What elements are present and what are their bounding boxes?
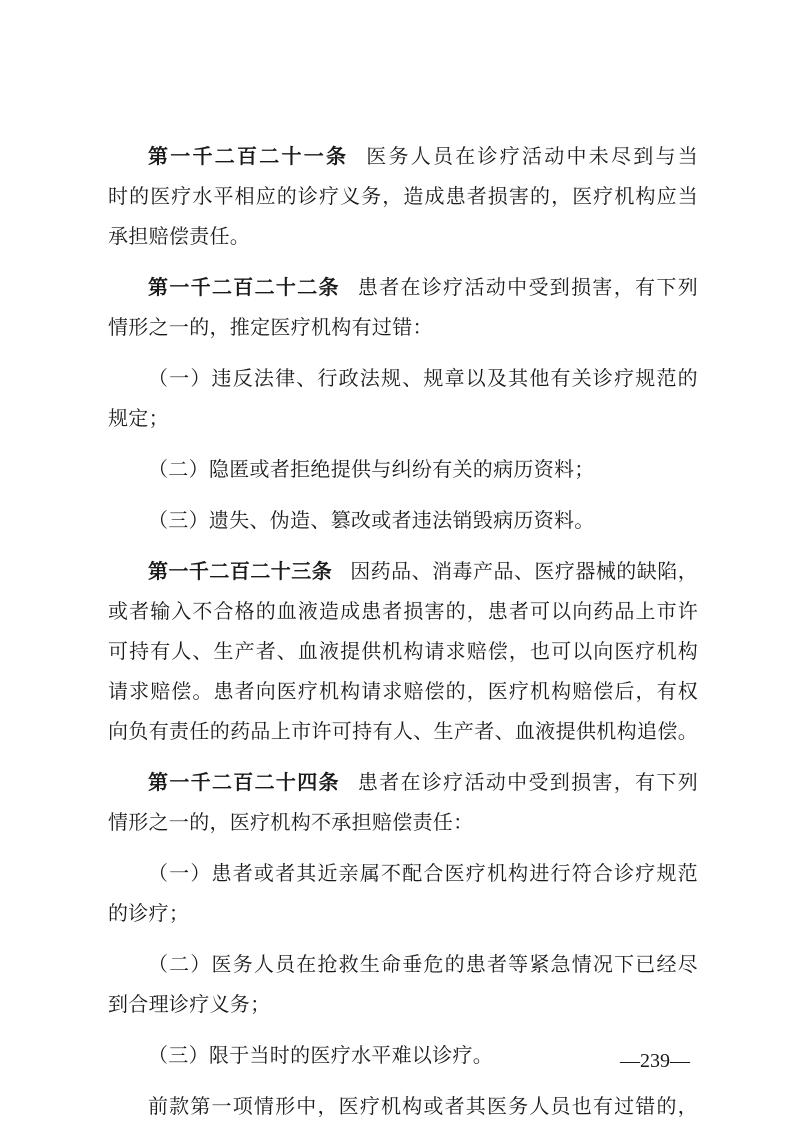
trailing-paragraph: 前款第一项情形中，医疗机构或者其医务人员也有过错的， [148, 1094, 698, 1118]
article-title: 第一千二百二十二条 [148, 275, 340, 299]
article-text: 情形之一的，推定医疗机构有过错： [108, 315, 433, 339]
article-text: 医务人员在诊疗活动中未尽到与当 [366, 144, 699, 168]
article-text: 可持有人、生产者、血液提供机构请求赔偿，也可以向医疗机构 [108, 639, 698, 663]
article-title: 第一千二百二十三条 [148, 559, 333, 583]
article-1223 [108, 551, 698, 751]
article-first-line [108, 762, 698, 802]
list-item: （三）限于当时的医疗水平难以诊疗。 [148, 1043, 494, 1067]
document-page [108, 136, 698, 1126]
article-text: 时的医疗水平相应的诊疗义务，造成患者损害的，医疗机构应当 [108, 184, 698, 208]
article-first-line [108, 551, 698, 591]
article-text: 承担赔偿责任。 [108, 224, 251, 248]
article-text: 或者输入不合格的血液造成患者损害的，患者可以向药品上市许 [108, 599, 698, 623]
list-item-continuation: 规定； [108, 406, 169, 430]
article-1224 [108, 762, 698, 1126]
article-text: 患者在诊疗活动中受到损害，有下列 [357, 770, 698, 794]
article-first-line [108, 136, 698, 176]
article-1221 [108, 136, 698, 256]
article-text: 因药品、消毒产品、医疗器械的缺陷， [350, 559, 698, 583]
article-text: 患者在诊疗活动中受到损害，有下列 [357, 275, 698, 299]
article-text: 向负有责任的药品上市许可持有人、生产者、血液提供机构追偿。 [108, 719, 698, 743]
article-1222 [108, 267, 698, 540]
list-item: （一）患者或者其近亲属不配合医疗机构进行符合诊疗规范 [148, 861, 698, 885]
article-first-line [108, 267, 698, 307]
list-item-continuation: 到合理诊疗义务； [108, 992, 271, 1016]
page-number: —239— [620, 1050, 690, 1072]
list-item-continuation: 的诊疗； [108, 901, 190, 925]
list-item: （二）隐匿或者拒绝提供与纠纷有关的病历资料； [148, 457, 595, 481]
article-title: 第一千二百二十一条 [148, 144, 349, 168]
list-item: （二）医务人员在抢救生命垂危的患者等紧急情况下已经尽 [148, 952, 698, 976]
list-item: （一）违反法律、行政法规、规章以及其他有关诊疗规范的 [148, 366, 698, 390]
article-title: 第一千二百二十四条 [148, 770, 340, 794]
list-item: （三）遗失、伪造、篡改或者违法销毁病历资料。 [148, 508, 595, 532]
article-text: 情形之一的，医疗机构不承担赔偿责任： [108, 810, 474, 834]
article-text: 请求赔偿。患者向医疗机构请求赔偿的，医疗机构赔偿后，有权 [108, 679, 698, 703]
